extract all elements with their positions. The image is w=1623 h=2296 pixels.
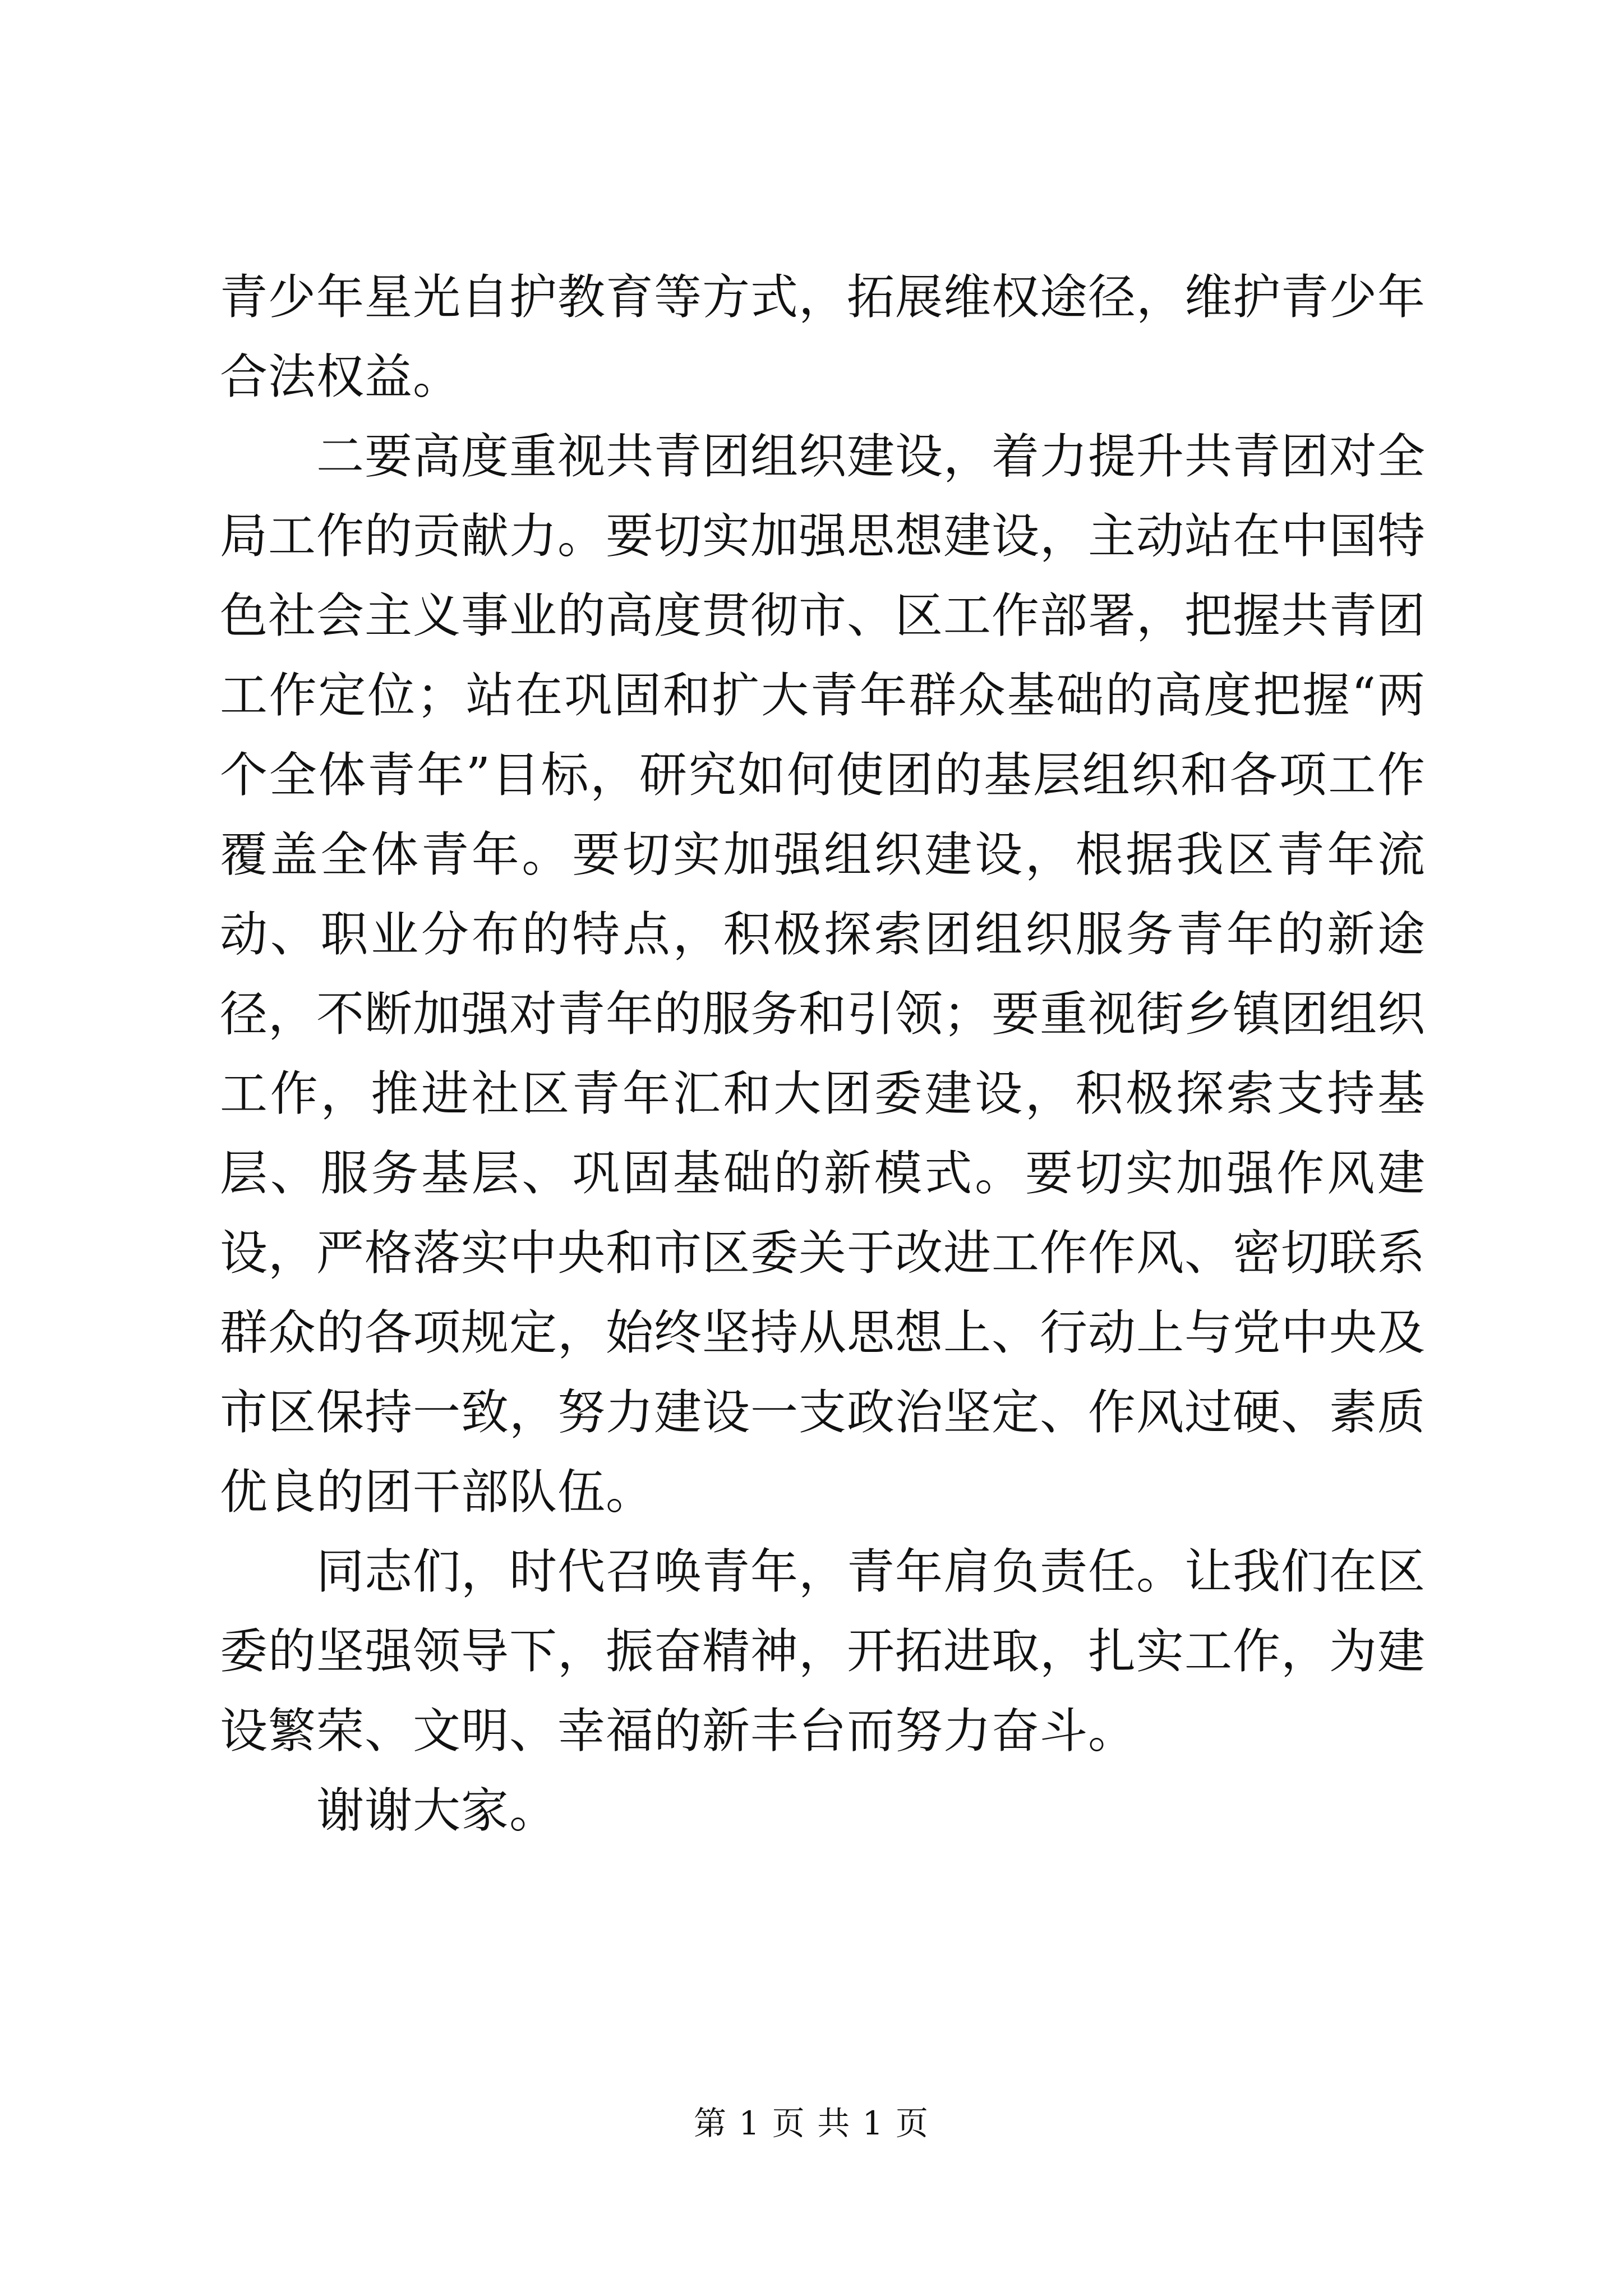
page-footer: 第 1 页 共 1 页 (694, 2104, 929, 2142)
paragraph-closing-call: 同志们，时代召唤青年，青年肩负责任。让我们在区委的坚强领导下，振奋精神，开拓进取，扎实工作，为建设繁荣、文明、幸福的新丰台而努力奋斗。 (220, 1544, 1426, 1759)
paragraph-continuation: 青少年星光自护教育等方式，拓展维权途径，维护青少年合法权益。 (220, 270, 1426, 405)
paragraph-thanks: 谢谢大家。 (220, 1783, 558, 1839)
document-body (220, 258, 1426, 1851)
paragraph-organization-building: 二要高度重视共青团组织建设，着力提升共青团对全局工作的贡献力。要切实加强思想建设，主动站在中国特色社会主义事业的高度贯彻市、区工作部署，把握共青团工作定位；站在巩固和扩大青年群众基础的高度把握“两个全体青年”目标，研究如何使团的基层组织和各项工作覆盖全体青年。要切实加强组织建设，根据我区青年流动、职业分布的特点，积极探索团组织服务青年的新途径，不断加强对青年的服务和引领；要重视街乡镇团组织工作，推进社区青年汇和大团委建设，积极探索支持基层、服务基层、巩固基础的新模式。要切实加强作风建设，严格落实中央和市区委关于改进工作作风、密切联系群众的各项规定，始终坚持从思想上、行动上与党中央及市区保持一致，努力建设一支政治坚定、作风过硬、素质优良的团干部队伍。 (220, 429, 1426, 1520)
